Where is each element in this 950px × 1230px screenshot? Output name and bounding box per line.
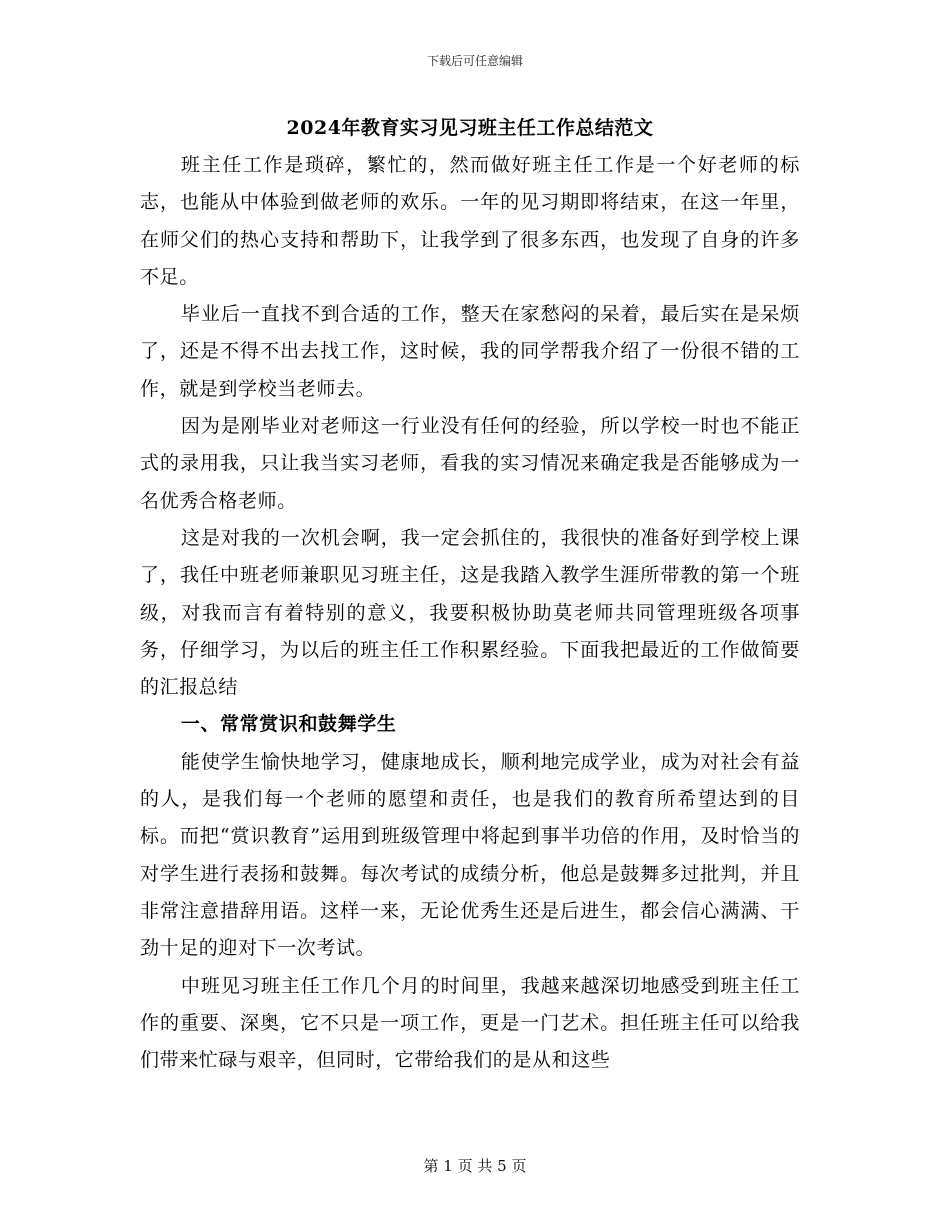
paragraph-1: 班主任工作是琐碎，繁忙的，然而做好班主任工作是一个好老师的标志，也能从中体验到做老师的欢乐。一年的见习期即将结束，在这一年里，在师父们的热心支持和帮助下，让我学到了很多东西，也发现了自身的许多不足。 (140, 154, 800, 288)
paragraph-3: 因为是刚毕业对老师这一行业没有任何的经验，所以学校一时也不能正式的录用我，只让我当实习老师，看我的实习情况来确定我是否能够成为一名优秀合格老师。 (140, 415, 800, 512)
paragraph-2: 毕业后一直找不到合适的工作，整天在家愁闷的呆着，最后实在是呆烦了，还是不得不出去找工作，这时候，我的同学帮我介绍了一份很不错的工作，就是到学校当老师去。 (140, 303, 800, 400)
header-note: 下载后可任意编辑 (426, 54, 523, 68)
paragraph-4: 这是对我的一次机会啊，我一定会抓住的，我很快的准备好到学校上课了，我任中班老师兼职见习班主任，这是我踏入教学生涯所带教的第一个班级，对我而言有着特别的意义，我要积极协助莫老师共同管理班级各项事务，仔细学习，为以后的班主任工作积累经验。下面我把最近的工作做简要的汇报总结 (140, 526, 800, 699)
section-heading: 一、常常赏识和鼓舞学生 (180, 713, 397, 736)
document-title: 2024年教育实习见习班主任工作总结范文 (286, 117, 654, 139)
section-paragraph-1: 能使学生愉快地学习，健康地成长，顺利地完成学业，成为对社会有益的人，是我们每一个老师的愿望和责任，也是我们的教育所希望达到的目标。而把“赏识教育”运用到班级管理中将起到事半功倍的作用，及时恰当的对学生进行表扬和鼓舞。每次考试的成绩分析，他总是鼓舞多过批判，并且非常注意措辞用语。这样一来，无论优秀生还是后进生，都会信心满满、干劲十足的迎对下一次考试。 (140, 750, 800, 960)
document-body (140, 147, 800, 1079)
section-paragraph-2: 中班见习班主任工作几个月的时间里，我越来越深切地感受到班主任工作的重要、深奥，它不只是一项工作，更是一门艺术。担任班主任可以给我们带来忙碌与艰辛，但同时，它带给我们的是从和这些 (140, 974, 800, 1072)
page-indicator: 第 1 页 共 5 页 (423, 1157, 527, 1175)
